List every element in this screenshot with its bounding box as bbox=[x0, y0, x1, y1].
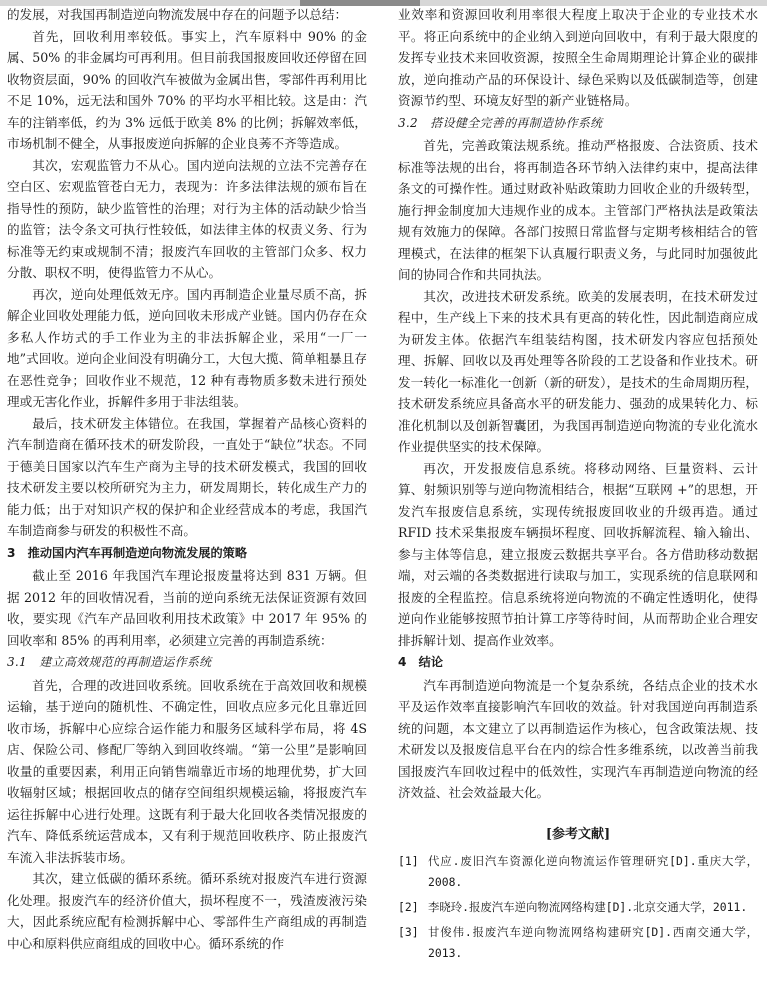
paragraph-intro: 的发展，对我国再制造逆向物流发展中存在的问题予以总结： bbox=[7, 7, 348, 22]
right-column bbox=[398, 4, 758, 968]
paragraph-conclusion: 汽车再制造逆向物流是一个复杂系统，各结点企业的技术水平及运作效率直接影响汽车回收的效益。针对我国逆向再制造系统的问题，本文建立了以再制造运作为核心，包含政策法规、技术研发以及报废信息平台在内的综合性多维系统，以改善当前我国报废汽车回收过程中的低效性，实现汽车再制造逆向物流的经济效益、社会效益最大化。 bbox=[398, 677, 758, 800]
paragraph-issue-rnd: 最后，技术研发主体错位。在我国，掌握着产品核心资料的汽车制造商在循环技术的研发阶段，一直处于“缺位”状态。不同于德美日国家以汽车生产商为主导的技术研发模式，我国的回收技术研发主要以校所研究为主力，研发周期长，转化成生产力的能力低；出于对知识产权的保护和企业经营成本的考虑，我国汽车制造商参与研发的积极性不高。 bbox=[7, 415, 367, 538]
paragraph-issue-processing: 再次，逆向处理低效无序。国内再制造企业量尽质不高，拆解企业回收处理能力低，逆向回收未形成产业链。国内仍存在众多私人作坊式的手工作业为主的非法拆解企业，采用“一厂一地”式回收。逆向企业间没有明确分工，大包大揽、简单粗暴且存在恶性竞争；回收作业不规范，12 种有毒物质多数未进行预处理或无害化作业，拆解件多用于非法组装。 bbox=[7, 286, 367, 409]
reference-item bbox=[398, 897, 758, 918]
references-title: [参考文献] bbox=[545, 826, 611, 842]
reference-text: 代应.废旧汽车资源化逆向物流运作管理研究[D].重庆大学，2008. bbox=[428, 854, 758, 889]
paragraph-info-system: 再次，开发报废信息系统。将移动网络、巨量资料、云计算、射频识别等与逆向物流相结合，根据“互联网 +”的思想，开发汽车报废信息系统，实现传统报废回收业的升级再造。通过 RFID 技术采集报废车辆损坏程度、回收拆解流程、输入输出、参与主体等信息，建立报废云数据共享平台。各方借助移动数据端，对云端的各类数据进行读取与加工，实现系统的信息联网和报废的全程监控。信息系统将逆向物流的不确定性透明化，使得逆向作业能够按照节拍计算工序等待时间，从而帮助企业合理安排拆解计划、提高作业效率。 bbox=[398, 460, 758, 648]
reference-item bbox=[398, 851, 758, 893]
reference-number: [2] bbox=[398, 900, 419, 914]
paragraph-rnd-system: 其次，改进技术研发系统。欧美的发展表明，在技术研发过程中，生产线上下来的技术具有更高的转化性，因此制造商应成为研发主体。依据汽车组装结构图，技术研发内容应包括预处理、拆解、回收以及再处理等各阶段的工艺设备和作业技术。研发一转化一标准化一创新（新的研发），是技术的生命周期历程，技术研发系统应具备高水平的研发能力、强劲的成果转化力、标准化机制以及创新智囊团，为我国再制造逆向物流的专业化流水作业提供坚实的技术保障。 bbox=[398, 288, 758, 454]
reference-number: [1] bbox=[398, 854, 419, 868]
paragraph-recovery-system: 首先，合理的改进回收系统。回收系统在于高效回收和规模运输，基于逆向的随机性、不确定性，回收点应多元化且靠近回收市场，拆解中心应综合运作能力和服务区域科学布局，将 4S 店、保险公司、修配厂等纳入到回收终端。“第一公里”是影响回收量的重要因素，利用正向销售端靠近市场的地理优势，扩大回收辐射区域；根据回收点的储存空间组织规模运输，将报废汽车运往拆解中心进行处理。这既有利于最大化回收各类情况报废的汽车、降低系统运营成本，又有利于规范回收秩序、防止报废汽车流入非法拆装市场。 bbox=[7, 677, 367, 865]
paragraph-section-3-intro: 截止至 2016 年我国汽车理论报废量将达到 831 万辆。但据 2012 年的回收情况看，当前的逆向系统无法保证资源有效回收，要实现《汽车产品回收利用技术政策》中 2017 年 95% 的回收率和 85% 的再利用率，必须建立完善的再制造系统： bbox=[7, 568, 367, 648]
reference-item bbox=[398, 922, 758, 964]
paragraph-circular-system: 其次，建立低碳的循环系统。循环系统对报废汽车进行资源化处理。报废汽车的经济价值大，损坏程度不一，残渣废液污染大，因此系统应配有检测拆解中心、零部件生产商组成的再制造中心和原料供应商组成的回收中心。循环系统的作 bbox=[7, 871, 367, 951]
paragraph-issue-regulation: 其次，宏观监管力不从心。国内逆向法规的立法不完善存在空白区、宏观监管苍白无力，表现为：许多法律法规的颁布旨在指导性的预防，缺少监管性的治理；对行为主体的活动缺少恰当的监管；法令条文可执行性较低，如法律主体的权责义务、行为标准等无约束或规制不清；报废汽车回收的主管部门众多、权力分散、职权不明，使得监管力不从心。 bbox=[7, 157, 367, 280]
left-column bbox=[7, 4, 367, 954]
reference-number: [3] bbox=[398, 925, 419, 939]
paragraph-policy-system: 首先，完善政策法规系统。推动严格报废、合法资质、技术标准等法规的出台，将再制造各环节纳入法律约束中，提高法律条文的可操作性。通过财政补贴政策助力回收企业的升级转型，施行押金制度加大违规作业的成本。主管部门严格执法是政策法规有效施力的保障。各部门按照日常监督与定期考核相结合的管理模式，在法律的框架下认真履行职责义务，与此同时加强彼此间的协同合作和共同执法。 bbox=[398, 138, 758, 282]
reference-text: 李晓玲.报废汽车逆向物流网络构建[D].北京交通大学，2011. bbox=[428, 900, 748, 914]
reference-text: 甘俊伟.报废汽车逆向物流网络构建研究[D].西南交通大学，2013. bbox=[428, 925, 758, 960]
paragraph-continuation: 业效率和资源回收利用率很大程度上取决于企业的专业技术水平。将正向系统中的企业纳入到逆向回收中，有利于最大限度的发挥专业技术来回收资源，按照全生命周期理论计算企业的碳排放，逆向推动产品的环保设计、绿色采购以及低碳制造等，创建资源节约型、环境友好型的新产业链格局。 bbox=[398, 7, 758, 108]
section-heading-4: 4 结论 bbox=[398, 655, 444, 669]
subsection-heading-3-2: 3.2 搭设健全完善的再制造协作系统 bbox=[398, 115, 603, 130]
subsection-heading-3-1: 3.1 建立高效规范的再制造运作系统 bbox=[7, 655, 212, 669]
paragraph-issue-recovery-rate: 首先，回收利用率较低。事实上，汽车原料中 90% 的金属、50% 的非金属均可再利用。但目前我国报废回收还停留在回收物资层面，90% 的回收汽车被做为金属出售，零部件再利用比不足 10%，远无法和国外 70% 的平均水平相比较。这是由：汽车的注销率低，约为 3% 远低于欧美 8% 的比例；拆解效率低，市场机制不健全，从事报废逆向拆解的企业良莠不齐等造成。 bbox=[7, 28, 367, 151]
section-heading-3: 3 推动国内汽车再制造逆向物流发展的策略 bbox=[7, 545, 248, 560]
